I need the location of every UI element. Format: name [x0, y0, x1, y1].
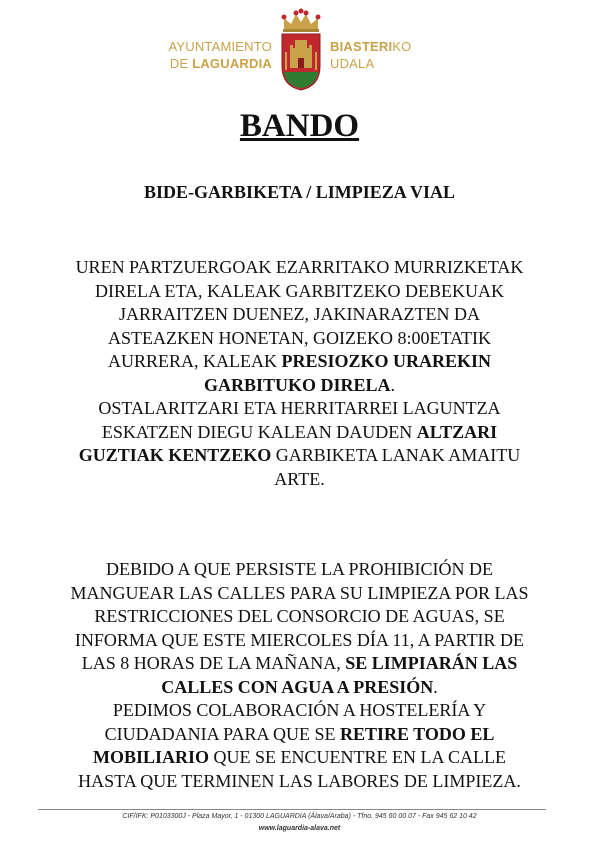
notice-spanish-line: MANGUEAR LAS CALLES PARA SU LIMPIEZA POR LAS: [70, 582, 529, 603]
notice-spanish-text: CIUDADANIA PARA QUE SE: [104, 723, 340, 744]
notice-basque: [30, 256, 569, 491]
document-title: BANDO: [239, 108, 360, 144]
org-name-basque-suffix: KO: [392, 39, 412, 54]
municipal-crest-icon: [278, 8, 324, 92]
org-name-spanish-town: LAGUARDIA: [192, 56, 272, 71]
org-name-basque-town: BIASTERI: [330, 39, 393, 54]
notice-basque-emphasis: GARBITUKO DIRELA: [203, 374, 391, 395]
org-name-basque: [330, 38, 411, 72]
notice-basque-line: DIRELA ETA, KALEAK GARBITZEKO DEBEKUAK: [94, 280, 504, 301]
notice-basque-line: OSTALARITZARI ETA HERRITARREI LAGUNTZA: [98, 398, 501, 418]
notice-basque-line: ARTE.: [274, 468, 325, 489]
notice-spanish-emphasis: MOBILIARIO: [93, 747, 210, 767]
org-name-spanish-line1: AYUNTAMIENTO: [168, 39, 272, 54]
notice-spanish-line: HASTA QUE TERMINEN LAS LABORES DE LIMPIEZA.: [78, 770, 521, 791]
notice-basque-line: ASTEAZKEN HONETAN, GOIZEKO 8:00ETATIK: [107, 327, 492, 348]
footer-address: CIF/IFK: P0103300J - Plaza Mayor, 1 - 01300 LAGUARDIA (Álava/Araba) - Tfno. 945 60 00 07 - Fax 945 62 10 42: [122, 813, 477, 820]
org-name-basque-line2: UDALA: [330, 56, 375, 71]
notice-basque-emphasis: PRESIOZKO URAREKIN: [281, 351, 492, 371]
notice-spanish-text: LAS 8 HORAS DE LA MAÑANA,: [81, 653, 346, 673]
notice-spanish-emphasis: RETIRE TODO EL: [339, 723, 495, 744]
notice-basque-text: ESKATZEN DIEGU KALEAN DAUDEN: [101, 421, 417, 442]
notice-basque-emphasis: ALTZARI: [416, 421, 498, 442]
footer-website-link[interactable]: www.laguardia-alava.net: [258, 825, 341, 832]
notice-basque-text: .: [390, 374, 396, 395]
notice-spanish-line: DEBIDO A QUE PERSISTE LA PROHIBICIÓN DE: [105, 559, 494, 579]
notice-basque-emphasis: GUZTIAK KENTZEKO: [78, 445, 272, 465]
notice-spanish-line: INFORMA QUE ESTE MIERCOLES DÍA 11, A PARTIR DE: [74, 629, 525, 650]
notice-spanish-line: RESTRICCIONES DEL CONSORCIO DE AGUAS, SE: [94, 606, 505, 626]
notice-spanish-line: PEDIMOS COLABORACIÓN A HOSTELERÍA Y: [112, 700, 487, 720]
notice-spanish: [30, 558, 569, 793]
org-name-spanish-prefix: DE: [169, 56, 193, 71]
document-subtitle: BIDE-GARBIKETA / LIMPIEZA VIAL: [144, 182, 455, 202]
notice-spanish-text: QUE SE ENCUENTRE EN LA CALLE: [209, 747, 506, 767]
notice-spanish-text: .: [433, 676, 438, 697]
notice-basque-text: AURRERA, KALEAK: [107, 351, 282, 371]
notice-basque-line: UREN PARTZUERGOAK EZARRITAKO MURRIZKETAK: [75, 257, 524, 277]
notice-basque-text: GARBIKETA LANAK AMAITU: [271, 445, 521, 465]
notice-spanish-emphasis: CALLES CON AGUA A PRESIÓN: [161, 676, 434, 697]
footer-divider: [38, 809, 546, 810]
letterhead: [170, 8, 432, 94]
org-name-spanish: [168, 38, 272, 72]
notice-spanish-emphasis: SE LIMPIARÁN LAS: [345, 653, 518, 673]
notice-basque-line: JARRAITZEN DUENEZ, JAKINARAZTEN DA: [119, 304, 480, 324]
